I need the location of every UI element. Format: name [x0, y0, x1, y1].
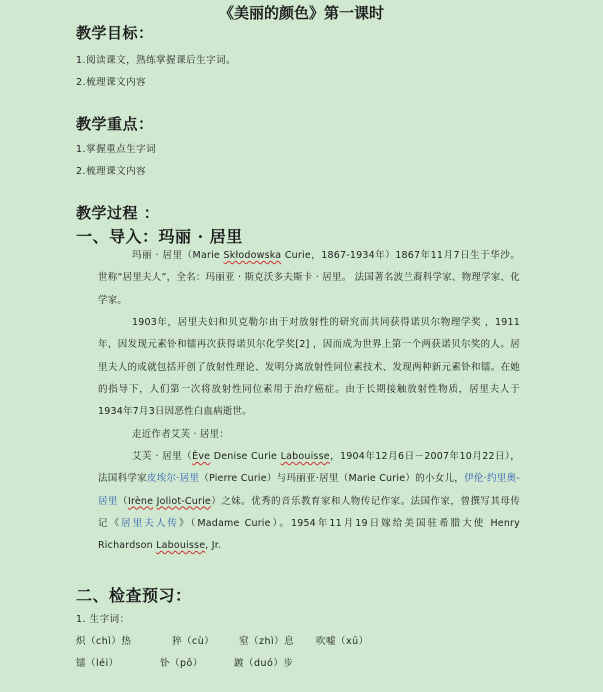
section1-title: 一、导入：玛丽 · 居里 [76, 227, 243, 246]
vocab-row-2 [76, 655, 293, 669]
paragraph-eve-curie [98, 446, 520, 557]
paragraph-marie-curie-intro [98, 245, 520, 312]
pierre-curie-link[interactable]: 皮埃尔·居里 [146, 473, 200, 485]
section2-title: 二、检查预习： [76, 586, 192, 605]
vocab-word: 镭（léi） [76, 658, 119, 669]
key-points-heading: 教学重点： [76, 115, 154, 133]
p4-text-j: Irène [127, 495, 154, 507]
document-title: 《美丽的颜色》第一课时 [218, 4, 384, 22]
biography-link[interactable]: 居里夫人传 [121, 517, 179, 529]
p4-text-p: Labouisse [156, 540, 206, 552]
p4-text-g: （Pierre Curie）与玛丽亚·居里（Marie Curie）的小女儿， [199, 473, 465, 485]
vocab-word: 窒（zhì）息 [239, 636, 295, 647]
p1-text-c: Curie，1867-1934年）1867年11月7日生于华沙。世称“居里夫人”，全名：玛丽亚 · 斯克沃多夫斯卡 · 居里。 法国著名波兰裔科学家、物理学家、化学家。 [98, 250, 520, 306]
paragraph-author-heading: 走近作者艾芙 · 居里： [132, 429, 229, 440]
p4-text-q: , Jr. [205, 540, 222, 552]
p4-text-o: 》（Madame Curie）。1954年11月19日嫁给美国驻希腊大使 Henry Richardson [98, 517, 520, 552]
vocab-word: 炽（chì）热 [76, 636, 132, 647]
goals-item-2: 2.梳理课文内容 [76, 77, 147, 88]
irene-joliot-curie-link[interactable]: 伊伦·约里奥-居里 [98, 473, 520, 507]
vocab-word: 踱（duó）步 [234, 658, 294, 669]
p4-text-c: Denise Curie [210, 451, 281, 462]
p4-text-b: Ève [192, 451, 211, 462]
key-points-item-1: 1.掌握重点生字词 [76, 144, 157, 155]
paragraph-nobel: 1903年，居里夫妇和贝克勒尔由于对放射性的研究而共同获得诺贝尔物理学奖 ，1911年，因发现元素钋和镭再次获得诺贝尔化学奖[2] ，因而成为世界上第一个两获诺贝尔奖的人。居里夫人的成就包括开创了放射性理论、发明分离放射性同位素技术、发现两种新元素钋和镭。在她的指导下，人们第一次将放射性同位素用于治疗癌症。由于长期接触放射性物质，居里夫人于1934年7月3日因恶性白血病逝世。 [98, 317, 520, 418]
p4-text-m: ）之妹。优秀的音乐教育家和人物传记作家。法国作家，曾撰写其母传记《 [98, 495, 521, 529]
vocab-word: 吹嘘（xū） [316, 636, 369, 647]
goals-heading: 教学目标： [76, 24, 154, 42]
p4-text-d: Labouisse [280, 451, 330, 462]
p4-text-e: ，1904年12月6日－2007年10月22日），法国科学家 [98, 451, 520, 485]
p4-text-i: （ [117, 495, 128, 507]
section2-sub: 1. 生字词： [76, 614, 130, 625]
vocab-word: 钋（pō） [160, 658, 203, 669]
vocab-word: 猝（cù） [172, 636, 215, 647]
key-points-item-2: 2.梳理课文内容 [76, 166, 147, 177]
goals-item-1: 1.阅读课文，熟练掌握课后生字词。 [76, 55, 237, 66]
p4-text-a: 艾芙 · 居里（ [132, 451, 193, 462]
vocab-row-1 [76, 633, 369, 647]
p1-text-b: Skłodowska [223, 250, 282, 261]
p1-text-a: 玛丽 · 居里（Marie [132, 250, 224, 261]
p4-text-l: Joliot-Curie [156, 495, 211, 507]
process-heading: 教学过程 ： [76, 204, 160, 222]
